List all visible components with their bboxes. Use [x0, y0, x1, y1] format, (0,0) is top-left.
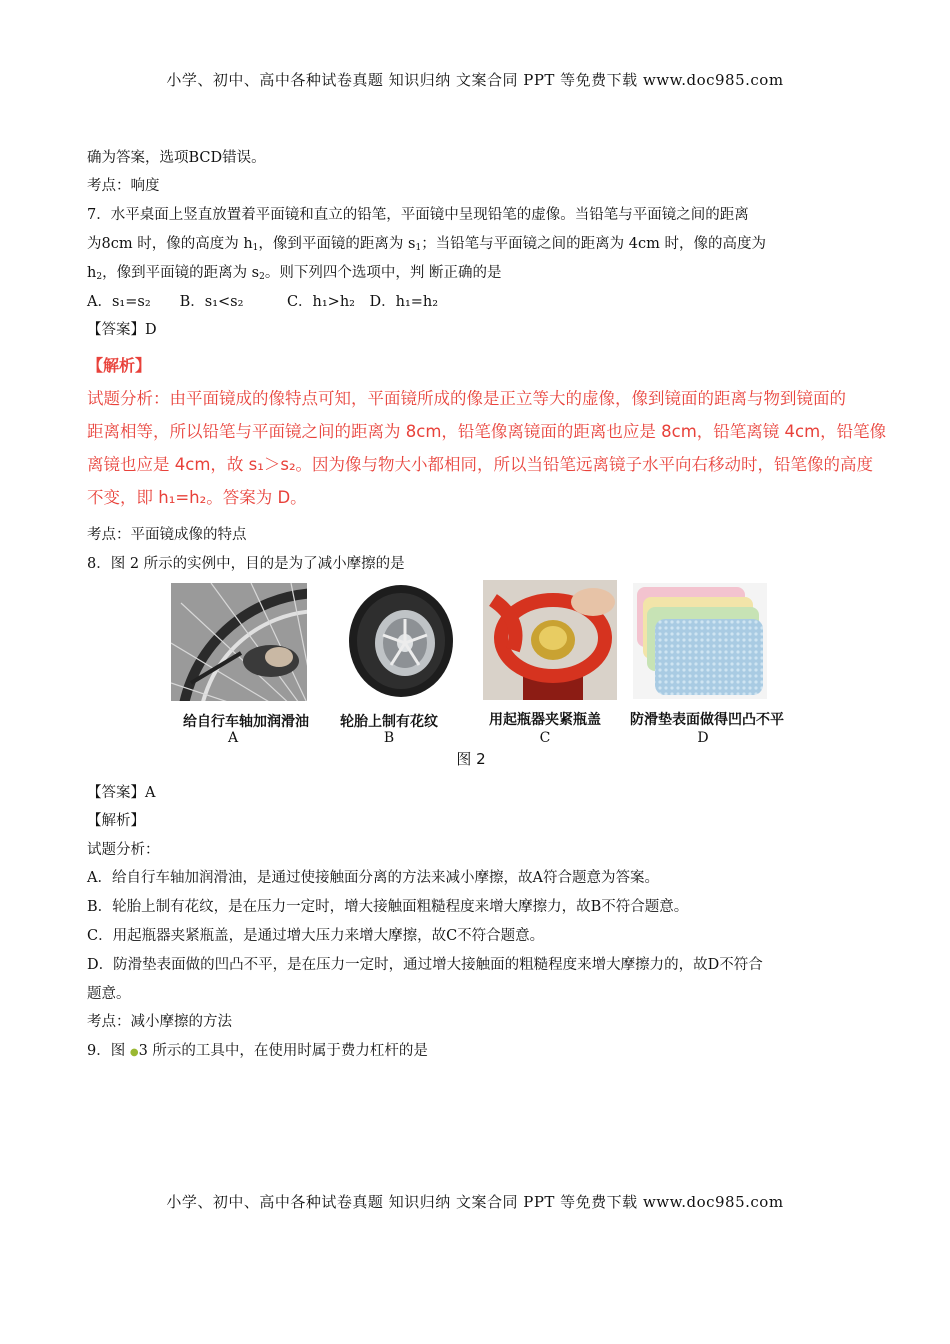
q7-analysis-line4: 不变，即 h₁=h₂。答案为 D。: [87, 488, 307, 507]
q8-analysis-d-line2: 题意。: [87, 986, 131, 1002]
figure-label-b: 轮胎上制有花纹: [340, 714, 438, 730]
q8-stem: 8．图 2 所示的实例中，目的是为了减小摩擦的是: [87, 556, 405, 572]
figure-letter-d: D: [697, 730, 709, 746]
q7-options: A．s₁=s₂ B．s₁<s₂ C．h₁>h₂ D．h₁=h₂: [87, 294, 439, 310]
figure-letter-c: C: [539, 730, 551, 746]
page-footer: 小学、初中、高中各种试卷真题 知识归纳 文案合同 PPT 等免费下载 www.doc985.com: [166, 1193, 784, 1211]
q8-answer: 【答案】A: [87, 785, 156, 801]
q8-analysis-c: C．用起瓶器夹紧瓶盖，是通过增大压力来增大摩擦，故C不符合题意。: [87, 928, 545, 944]
figure-label-c: 用起瓶器夹紧瓶盖: [489, 712, 601, 728]
q7-stem-line2: 为8cm 时，像的高度为 $h_1$，像到平面镜的距离为 $s_1$；当铅笔与平面镜之间的距离为 4cm 时，像的高度为: [87, 236, 766, 253]
q7-stem-line1: 7．水平桌面上竖直放置着平面镜和直立的铅笔，平面镜中呈现铅笔的虚像。当铅笔与平面镜之间的距离: [87, 207, 749, 223]
tire-image: [335, 583, 467, 701]
q7-stem-line3: $h_2$，像到平面镜的距离为 $s_2$。则下列四个选项中，判 断正确的是: [87, 265, 502, 282]
figure-label-a: 给自行车轴加润滑油: [183, 714, 309, 730]
anti-slip-mat-image: [633, 583, 767, 699]
q7-analysis-line3: 离镜也应是 4cm，故 s₁＞s₂。因为像与物大小都相同，所以当铅笔远离镜子水平向右移动时，铅笔像的高度: [87, 455, 874, 474]
q8-analysis-head: 试题分析：: [87, 842, 160, 858]
prev-kaodian: 考点：响度: [87, 178, 160, 194]
figure-2: [171, 580, 791, 770]
q8-kaodian: 考点：减小摩擦的方法: [87, 1014, 232, 1030]
page-header: 小学、初中、高中各种试卷真题 知识归纳 文案合同 PPT 等免费下载 www.doc985.com: [166, 71, 784, 89]
figure-caption: 图 2: [456, 750, 486, 768]
q8-analysis-a: A．给自行车轴加润滑油，是通过使接触面分离的方法来减小摩擦，故A符合题意为答案。: [87, 870, 659, 886]
green-dot-mark: ●: [129, 1047, 139, 1058]
q7-kaodian: 考点：平面镜成像的特点: [87, 527, 247, 543]
q7-analysis-title: 【解析】: [87, 356, 152, 375]
figure-letter-a: A: [227, 730, 239, 746]
q9-stem: 9．图 ●3 所示的工具中，在使用时属于费力杠杆的是: [87, 1043, 428, 1059]
q8-analysis-b: B．轮胎上制有花纹，是在压力一定时，增大接触面粗糙程度来增大摩擦力，故B不符合题意。: [87, 899, 689, 915]
q8-analysis-title: 【解析】: [87, 813, 145, 829]
prev-answer-line: 确为答案，选项BCD错误。: [87, 150, 266, 166]
figure-label-d: 防滑垫表面做得凹凸不平: [630, 712, 784, 728]
bicycle-wheel-image: [171, 583, 307, 701]
q7-analysis-line2: 距离相等，所以铅笔与平面镜之间的距离为 8cm，铅笔像离镜面的距离也应是 8cm，铅笔离镜 4cm，铅笔像: [87, 422, 887, 441]
q7-analysis-line1: 试题分析：由平面镜成的像特点可知，平面镜所成的像是正立等大的虚像，像到镜面的距离与物到镜面的: [87, 389, 846, 408]
q7-answer: 【答案】D: [87, 322, 157, 338]
q8-analysis-d-line1: D．防滑垫表面做的凹凸不平，是在压力一定时，通过增大接触面的粗糙程度来增大摩擦力的，故D不符合: [87, 957, 763, 973]
figure-letter-b: B: [383, 730, 395, 746]
bottle-opener-image: [483, 580, 617, 700]
